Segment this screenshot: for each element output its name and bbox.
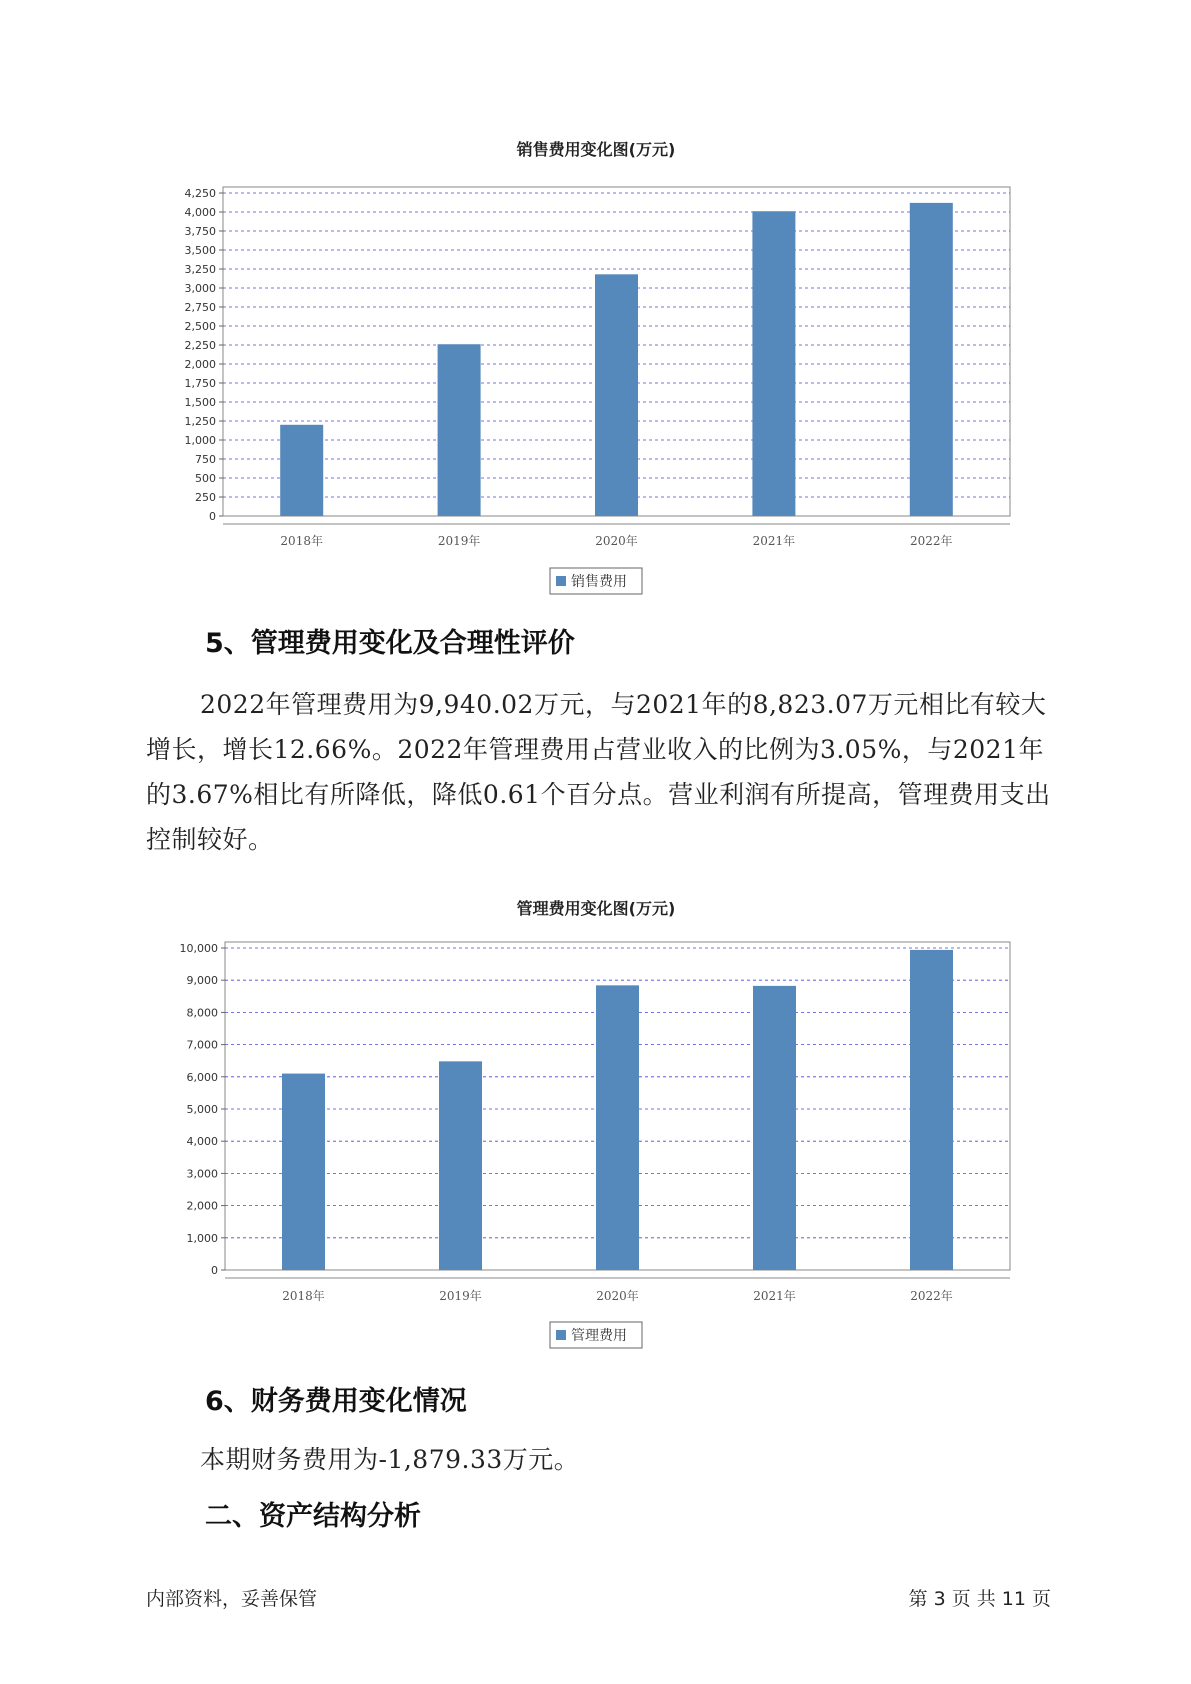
y-tick-label: 4,000: [186, 1135, 218, 1149]
bar: [753, 986, 796, 1270]
y-tick-label: 5,000: [186, 1103, 218, 1116]
y-tick-label: 9,000: [186, 974, 218, 988]
y-tick-label: 3,500: [184, 244, 216, 257]
section5-paragraph: 2022年管理费用为9,940.02万元，与2021年的8,823.07万元相比有较大增长，增长12.66%。2022年管理费用占营业收入的比例为3.05%，与2021年的3.67%相比有所降低，降低0.61个百分点。营业利润有所提高，管理费用支出控制较好。: [146, 690, 1051, 854]
bar: [280, 425, 323, 516]
y-tick-label: 750: [195, 453, 216, 466]
y-tick-label: 1,000: [184, 434, 216, 447]
legend-label: 管理费用: [571, 1328, 627, 1344]
bar: [910, 950, 953, 1270]
bar: [910, 203, 953, 516]
sales-expense-chart-svg: [0, 130, 1191, 600]
section6-paragraph: 本期财务费用为-1,879.33万元。: [200, 1445, 580, 1474]
y-tick-label: 4,000: [184, 206, 216, 219]
y-tick-label: 2,000: [184, 358, 216, 371]
x-tick-label: 2019年: [439, 1289, 482, 1303]
y-tick-label: 3,750: [184, 225, 216, 238]
footer-confidential-note: 内部资料，妥善保管: [146, 1588, 318, 1610]
y-tick-label: 250: [195, 491, 216, 504]
section-two-heading: 二、资产结构分析: [205, 1501, 421, 1532]
y-tick-label: 3,000: [186, 1167, 218, 1181]
bar: [595, 274, 638, 516]
legend-swatch: [556, 576, 566, 586]
bar: [752, 211, 795, 516]
x-tick-label: 2022年: [910, 534, 953, 548]
y-tick-label: 3,250: [184, 263, 216, 276]
y-tick-label: 10,000: [179, 942, 218, 955]
y-tick-label: 500: [195, 472, 216, 485]
x-tick-label: 2022年: [910, 1289, 953, 1303]
y-tick-label: 1,000: [186, 1231, 218, 1245]
y-tick-label: 8,000: [186, 1006, 218, 1020]
y-tick-label: 2,750: [184, 301, 216, 314]
y-tick-label: 4,250: [184, 187, 216, 200]
section6-heading: 6、财务费用变化情况: [205, 1386, 467, 1417]
y-tick-label: 3,000: [184, 282, 216, 295]
chart-title: 销售费用变化图(万元): [516, 140, 676, 159]
footer-page-number: 第 3 页 共 11 页: [908, 1588, 1051, 1610]
x-tick-label: 2020年: [595, 534, 638, 548]
bar: [439, 1061, 482, 1270]
y-tick-label: 7,000: [186, 1038, 218, 1052]
x-tick-label: 2021年: [752, 534, 796, 548]
sales-expense-chart: [0, 130, 1191, 600]
bar: [596, 985, 639, 1270]
x-tick-label: 2021年: [753, 1289, 796, 1303]
y-tick-label: 1,500: [184, 396, 216, 409]
y-tick-label: 1,750: [184, 377, 216, 390]
x-tick-label: 2020年: [596, 1289, 639, 1303]
x-tick-label: 2019年: [437, 534, 481, 548]
y-tick-label: 6,000: [186, 1070, 218, 1084]
y-tick-label: 1,250: [184, 415, 216, 428]
legend-swatch: [556, 1330, 566, 1340]
y-tick-label: 2,500: [184, 320, 216, 333]
admin-expense-chart-svg: [0, 890, 1191, 1355]
y-tick-label: 2,000: [186, 1199, 218, 1213]
bar: [282, 1074, 325, 1270]
admin-expense-chart: [0, 890, 1191, 1355]
y-tick-label: 2,250: [184, 339, 216, 352]
chart-title: 管理费用变化图(万元): [516, 899, 676, 918]
y-tick-label: 0: [209, 510, 216, 523]
bar: [438, 344, 481, 516]
legend-label: 销售费用: [571, 574, 627, 590]
x-tick-label: 2018年: [280, 534, 323, 548]
x-tick-label: 2018年: [282, 1289, 325, 1303]
y-tick-label: 0: [211, 1264, 218, 1277]
section5-heading: 5、管理费用变化及合理性评价: [205, 628, 575, 659]
